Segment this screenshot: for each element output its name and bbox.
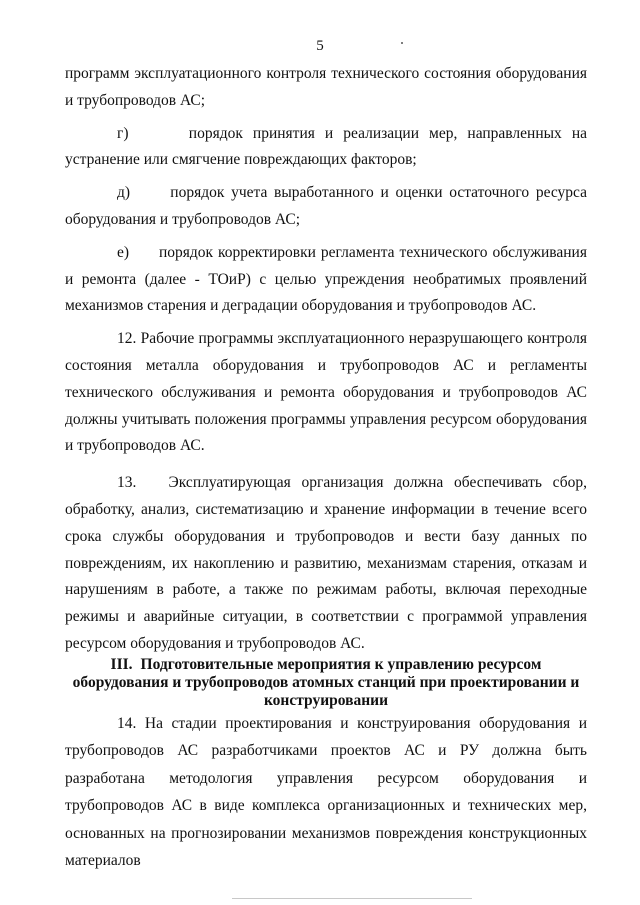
scan-speck	[401, 42, 403, 44]
body-text-lower	[65, 710, 587, 874]
paragraph-item-d: д) порядок учета выработанного и оценки остаточного ресурса оборудования и трубопроводов АС;	[65, 184, 587, 228]
section-title: Подготовительные мероприятия к управлению ресурсом оборудования и трубопроводов атомных станций при проектировании и конструировании	[72, 656, 580, 709]
scan-edge-line	[232, 898, 472, 899]
paragraph-item-e: е) порядок корректировки регламента технического обслуживания и ремонта (далее - ТОиР) с целью упреждения необратимых проявлений механизмов старения и деградации оборудования и трубопроводов АС.	[65, 243, 587, 315]
paragraph-continuation: программ эксплуатационного контроля технического состояния оборудования и трубопроводов АС;	[65, 65, 587, 109]
paragraph-14: 14. На стадии проектирования и конструирования оборудования и трубопроводов АС разработчиками проектов АС и РУ должна быть разработана методология управления ресурсом оборудования и трубопроводов АС в виде комплекса организационных и технических мер, основанных на прогнозировании механизмов повреждения конструкционных материалов	[65, 715, 587, 870]
paragraph-item-g: г) порядок принятия и реализации мер, направленных на устранение или смягчение повреждающих факторов;	[65, 124, 587, 169]
paragraph-13: 13. Эксплуатирующая организация должна обеспечивать сбор, обработку, анализ, систематизацию и хранение информации в течение всего срока службы оборудования и трубопроводов и вести базу данных по повреждениям, их накоплению и развитию, механизмам старения, отказам и нарушениям в работе, а также по режимам работы, включая переходные режимы и аварийные ситуации, в соответствии с программой управления ресурсом оборудования и трубопроводов АС.	[65, 474, 587, 652]
body-text-upper	[65, 61, 587, 658]
page-number: 5	[316, 38, 324, 54]
paragraph-12: 12. Рабочие программы эксплуатационного неразрушающего контроля состояния металла оборудования и трубопроводов АС и регламенты технического обслуживания и ремонта оборудования и трубопроводов АС должны учитывать положения программы управления ресурсом оборудования и трубопроводов АС.	[65, 330, 587, 455]
section-number: III.	[110, 656, 133, 673]
section-heading	[65, 656, 587, 710]
